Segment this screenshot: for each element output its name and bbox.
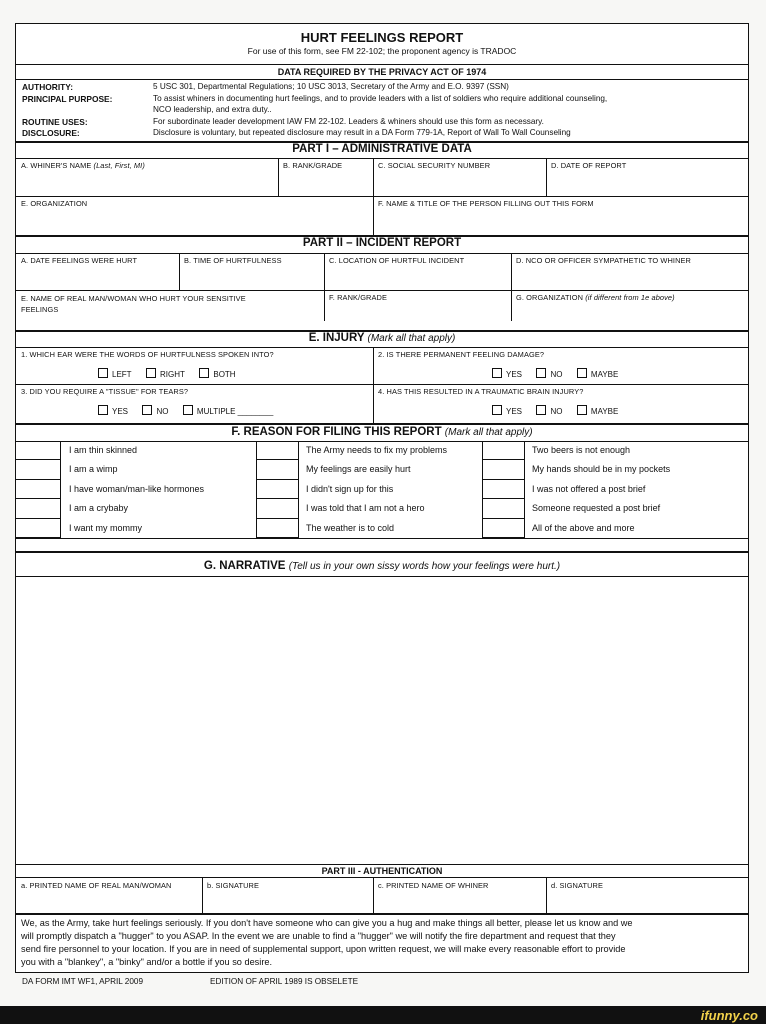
- form-subtitle: For use of this form, see FM 22-102; the proponent agency is TRADOC: [247, 46, 517, 56]
- field-whiner-name[interactable]: A. WHINER'S NAME (Last, First, MI): [21, 161, 145, 170]
- injury-q2-options: [492, 364, 628, 382]
- checkbox-icon: [536, 405, 546, 415]
- checkbox-icon: [98, 368, 108, 378]
- reason-checkbox[interactable]: [256, 441, 299, 460]
- reason-checkbox[interactable]: [16, 460, 61, 479]
- privacy-routine-key: ROUTINE USES:: [22, 117, 88, 127]
- reason-checkbox[interactable]: [256, 460, 299, 479]
- privacy-authority-key: AUTHORITY:: [22, 82, 74, 92]
- field-real-signature[interactable]: b. SIGNATURE: [207, 881, 259, 890]
- reasons-bottom-rule: [16, 538, 748, 539]
- checkbox-tbi-maybe[interactable]: MAYBE: [577, 405, 618, 416]
- checkbox-damage-yes[interactable]: YES: [492, 368, 522, 379]
- checkbox-icon: [492, 368, 502, 378]
- reason-checkbox[interactable]: [16, 519, 61, 538]
- field-printed-real-name[interactable]: a. PRINTED NAME OF REAL MAN/WOMAN: [21, 881, 172, 890]
- checkbox-tbi-yes[interactable]: YES: [492, 405, 522, 416]
- footer-note: We, as the Army, take hurt feelings seriously. If you don't have someone who can give you a hug and make things all better, please let us know and we will promptly dispatch a "hugger" to you ASAP. In the event we are unable to find a "hugger" we will notify the fire department and request that they send fire personnel to your location. If you are in need of supplemental support, upon written request, we will make every reasonable effort to provide you with a "blankey", a "binky" and/or a bottle if you so desire.: [21, 918, 633, 967]
- checkbox-icon: [183, 405, 193, 415]
- privacy-disclosure-key: DISCLOSURE:: [22, 128, 80, 138]
- checkbox-tissue-multiple[interactable]: MULTIPLE ________: [183, 405, 273, 416]
- reason-label: I want my mommy: [69, 522, 143, 533]
- checkbox-icon: [142, 405, 152, 415]
- watermark-bar: [0, 1006, 766, 1024]
- reason-checkbox[interactable]: [482, 441, 525, 460]
- injury-q4: 4. HAS THIS RESULTED IN A TRAUMATIC BRAIN INJURY?: [378, 387, 584, 396]
- checkbox-tissue-no[interactable]: NO: [142, 405, 168, 416]
- reason-label: I was not offered a post brief: [532, 483, 646, 494]
- part1-title: PART I – ADMINISTRATIVE DATA: [292, 143, 472, 155]
- checkbox-icon: [577, 405, 587, 415]
- checkbox-right[interactable]: RIGHT: [146, 368, 185, 379]
- reason-checkbox[interactable]: [256, 519, 299, 538]
- checkbox-damage-maybe[interactable]: MAYBE: [577, 368, 618, 379]
- part3-title: PART III - AUTHENTICATION: [321, 866, 443, 876]
- field-person-filling[interactable]: F. NAME & TITLE OF THE PERSON FILLING OUT THIS FORM: [378, 199, 594, 208]
- part2-title: PART II – INCIDENT REPORT: [302, 237, 462, 249]
- field-date-hurt[interactable]: A. DATE FEELINGS WERE HURT: [21, 256, 138, 265]
- reason-label: The weather is to cold: [306, 522, 395, 533]
- reason-label: My feelings are easily hurt: [306, 464, 411, 475]
- field-rank-grade[interactable]: B. RANK/GRADE: [283, 161, 343, 170]
- reason-checkbox[interactable]: [482, 480, 525, 499]
- narrative-area[interactable]: [16, 577, 748, 863]
- injury-q1-options: [98, 364, 246, 382]
- injury-q2: 2. IS THERE PERMANENT FEELING DAMAGE?: [378, 350, 545, 359]
- reason-checkbox[interactable]: [256, 480, 299, 499]
- reason-label: I was told that I am not a hero: [306, 503, 425, 514]
- reason-checkbox[interactable]: [482, 519, 525, 538]
- reason-checkbox[interactable]: [16, 441, 61, 460]
- field-real-person-name[interactable]: E. NAME OF REAL MAN/WOMAN WHO HURT YOUR SENSITIVE FEELINGS: [21, 294, 246, 314]
- field-organization[interactable]: E. ORGANIZATION: [21, 199, 88, 208]
- field-real-person-rank[interactable]: F. RANK/GRADE: [329, 293, 387, 302]
- privacy-act-title: DATA REQUIRED BY THE PRIVACY ACT OF 1974: [277, 67, 487, 77]
- edition-note: EDITION OF APRIL 1989 IS OBSELETE: [210, 977, 359, 986]
- privacy-routine-value: For subordinate leader development IAW FM 22-102. Leaders & whiners should use this form as necessary.: [153, 117, 544, 126]
- reason-checkbox[interactable]: [482, 460, 525, 479]
- field-sympathetic-nco[interactable]: D. NCO OR OFFICER SYMPATHETIC TO WHINER: [516, 256, 691, 265]
- checkbox-icon: [536, 368, 546, 378]
- form-id: DA FORM IMT WF1, APRIL 2009: [22, 977, 144, 986]
- checkbox-tissue-yes[interactable]: YES: [98, 405, 128, 416]
- checkbox-icon: [98, 405, 108, 415]
- checkbox-icon: [199, 368, 209, 378]
- field-location[interactable]: C. LOCATION OF HURTFUL INCIDENT: [329, 256, 465, 265]
- injury-q1: 1. WHICH EAR WERE THE WORDS OF HURTFULNESS SPOKEN INTO?: [21, 350, 274, 359]
- privacy-purpose-value: To assist whiners in documenting hurt feelings, and to provide leaders with a list of soldiers who require additional counseling,: [153, 94, 608, 103]
- reason-label: Two beers is not enough: [532, 445, 631, 455]
- reason-checkbox[interactable]: [482, 499, 525, 518]
- field-whiner-signature[interactable]: d. SIGNATURE: [551, 881, 603, 890]
- checkbox-left[interactable]: LEFT: [98, 368, 132, 379]
- reason-label: I am a wimp: [69, 464, 118, 475]
- privacy-purpose-value-cont: NCO leadership, and extra duty..: [153, 105, 272, 114]
- checkbox-damage-no[interactable]: NO: [536, 368, 562, 379]
- field-real-person-org[interactable]: G. ORGANIZATION (if different from 1e above): [516, 293, 675, 302]
- reason-label: All of the above and more: [532, 522, 635, 533]
- injury-title: E. INJURY (Mark all that apply): [308, 332, 456, 344]
- injury-q3-options: [98, 401, 283, 419]
- reason-label: I didn't sign up for this: [306, 483, 394, 494]
- checkbox-tbi-no[interactable]: NO: [536, 405, 562, 416]
- field-printed-whiner-name[interactable]: c. PRINTED NAME OF WHINER: [378, 881, 489, 890]
- reason-checkbox[interactable]: [16, 499, 61, 518]
- checkbox-both[interactable]: BOTH: [199, 368, 235, 379]
- privacy-disclosure-value: Disclosure is voluntary, but repeated disclosure may result in a DA Form 779-1A, Report of Wall To Wall Counseling: [153, 128, 571, 137]
- reason-label: I am a crybaby: [69, 503, 129, 514]
- injury-q3: 3. DID YOU REQUIRE A "TISSUE" FOR TEARS?: [21, 387, 189, 396]
- narrative-title: G. NARRATIVE (Tell us in your own sissy words how your feelings were hurt.): [203, 560, 561, 572]
- reason-label: The Army needs to fix my problems: [306, 445, 448, 455]
- reason-label: I am thin skinned: [69, 445, 138, 455]
- reasons-title: F. REASON FOR FILING THIS REPORT (Mark all that apply): [231, 426, 533, 438]
- reason-label: My hands should be in my pockets: [532, 464, 671, 475]
- privacy-purpose-key: PRINCIPAL PURPOSE:: [22, 94, 113, 104]
- reason-label: Someone requested a post brief: [532, 503, 661, 514]
- injury-q4-options: [492, 401, 628, 419]
- reason-label: I have woman/man-like hormones: [69, 483, 205, 494]
- reason-checkbox[interactable]: [256, 499, 299, 518]
- field-ssn[interactable]: C. SOCIAL SECURITY NUMBER: [378, 161, 491, 170]
- field-date-of-report[interactable]: D. DATE OF REPORT: [551, 161, 627, 170]
- hurt-feelings-form: [15, 23, 749, 973]
- reasons-grid: [16, 441, 748, 538]
- form-title: HURT FEELINGS REPORT: [300, 30, 464, 45]
- privacy-authority-value: 5 USC 301, Departmental Regulations; 10 USC 3013, Secretary of the Army and E.O. 9397 (SSN): [153, 82, 509, 91]
- watermark-logo: ifunny.co: [700, 1008, 758, 1023]
- checkbox-icon: [492, 405, 502, 415]
- checkbox-icon: [577, 368, 587, 378]
- field-time-hurt[interactable]: B. TIME OF HURTFULNESS: [184, 256, 282, 265]
- reason-checkbox[interactable]: [16, 480, 61, 499]
- checkbox-icon: [146, 368, 156, 378]
